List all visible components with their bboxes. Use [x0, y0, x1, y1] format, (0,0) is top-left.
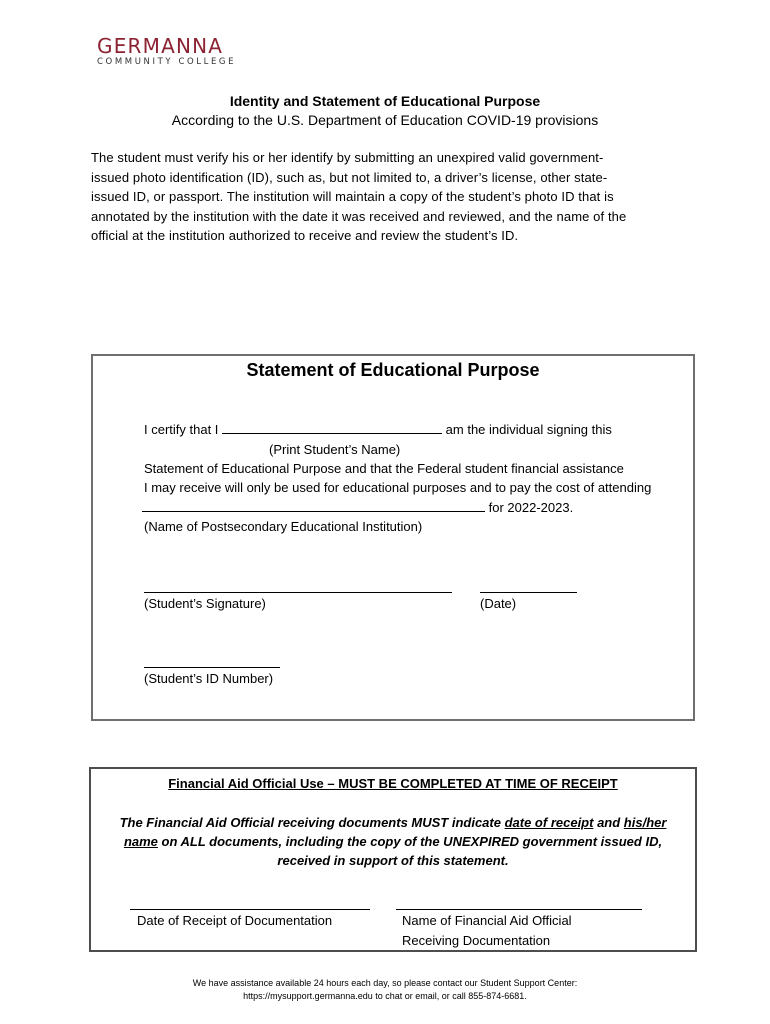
- footer: [0, 977, 770, 1003]
- year-suffix: for 2022-2023.: [488, 500, 574, 515]
- official-name-label-2: Receiving Documentation: [402, 933, 551, 948]
- instructions-line-2: [101, 832, 685, 851]
- statement-title: Statement of Educational Purpose: [246, 360, 540, 380]
- official-use-heading: Financial Aid Official Use – MUST BE COMPLETED AT TIME OF RECEIPT: [168, 776, 618, 791]
- institution-label: (Name of Postsecondary Educational Institution): [144, 519, 423, 534]
- student-id-field[interactable]: [144, 667, 280, 668]
- college-logo-tagline: COMMUNITY COLLEGE: [97, 57, 237, 67]
- receipt-date-field[interactable]: [130, 909, 370, 910]
- instructions-line-3: received in support of this statement.: [277, 853, 509, 868]
- instructions-text: on ALL documents, including the copy of the UNEXPIRED government issued ID,: [157, 834, 663, 849]
- date-of-receipt-text: date of receipt: [504, 815, 594, 830]
- intro-line: issued ID, or passport. The institution will maintain a copy of the student’s photo ID that is: [91, 189, 614, 204]
- footer-line-1: We have assistance available 24 hours each day, so please contact our Student Support Center:: [192, 978, 578, 988]
- statement-line-3: Statement of Educational Purpose and that the Federal student financial assistance: [144, 461, 624, 476]
- name-text: name: [123, 834, 158, 849]
- certify-suffix: am the individual signing this: [445, 422, 612, 437]
- college-logo-name: GERMANNA: [97, 34, 224, 58]
- date-label: (Date): [480, 596, 517, 611]
- page-title: Identity and Statement of Educational Purpose: [229, 93, 541, 109]
- certify-prefix: I certify that I: [144, 422, 219, 437]
- print-name-label: (Print Student’s Name): [269, 442, 401, 457]
- footer-line-2: https://mysupport.germanna.edu to chat or email, or call 855-874-6681.: [243, 991, 527, 1001]
- student-id-label: (Student’s ID Number): [144, 671, 274, 686]
- signature-field[interactable]: [144, 592, 452, 593]
- intro-paragraph: [91, 148, 681, 246]
- statement-box: [91, 354, 695, 721]
- instructions-text: The Financial Aid Official receiving documents MUST indicate: [119, 815, 505, 830]
- his-her-text: his/her: [623, 815, 667, 830]
- signature-label: (Student’s Signature): [144, 596, 266, 611]
- institution-field[interactable]: [142, 499, 485, 512]
- statement-line-4: I may receive will only be used for educational purposes and to pay the cost of attending: [144, 480, 652, 495]
- receipt-date-label: Date of Receipt of Documentation: [137, 913, 333, 928]
- intro-line: issued photo identification (ID), such as, but not limited to, a driver’s license, other state-: [91, 169, 608, 185]
- official-use-instructions: [101, 813, 685, 870]
- student-name-field[interactable]: [222, 421, 442, 434]
- instructions-line-1: [101, 813, 685, 832]
- official-use-box: [89, 767, 697, 952]
- intro-line: official at the institution authorized to receive and review the student’s ID.: [91, 228, 519, 243]
- institution-line: [142, 498, 702, 518]
- official-name-label-1: Name of Financial Aid Official: [402, 913, 572, 928]
- intro-line: The student must verify his or her identify by submitting an unexpired valid government-: [91, 150, 604, 165]
- official-name-field[interactable]: [396, 909, 642, 910]
- page-subtitle: According to the U.S. Department of Education COVID-19 provisions: [171, 112, 599, 128]
- certify-line: [144, 420, 694, 440]
- intro-line: annotated by the institution with the date it was received and reviewed, and the name of the: [91, 208, 627, 224]
- date-field[interactable]: [480, 592, 577, 593]
- instructions-text: and: [593, 815, 624, 830]
